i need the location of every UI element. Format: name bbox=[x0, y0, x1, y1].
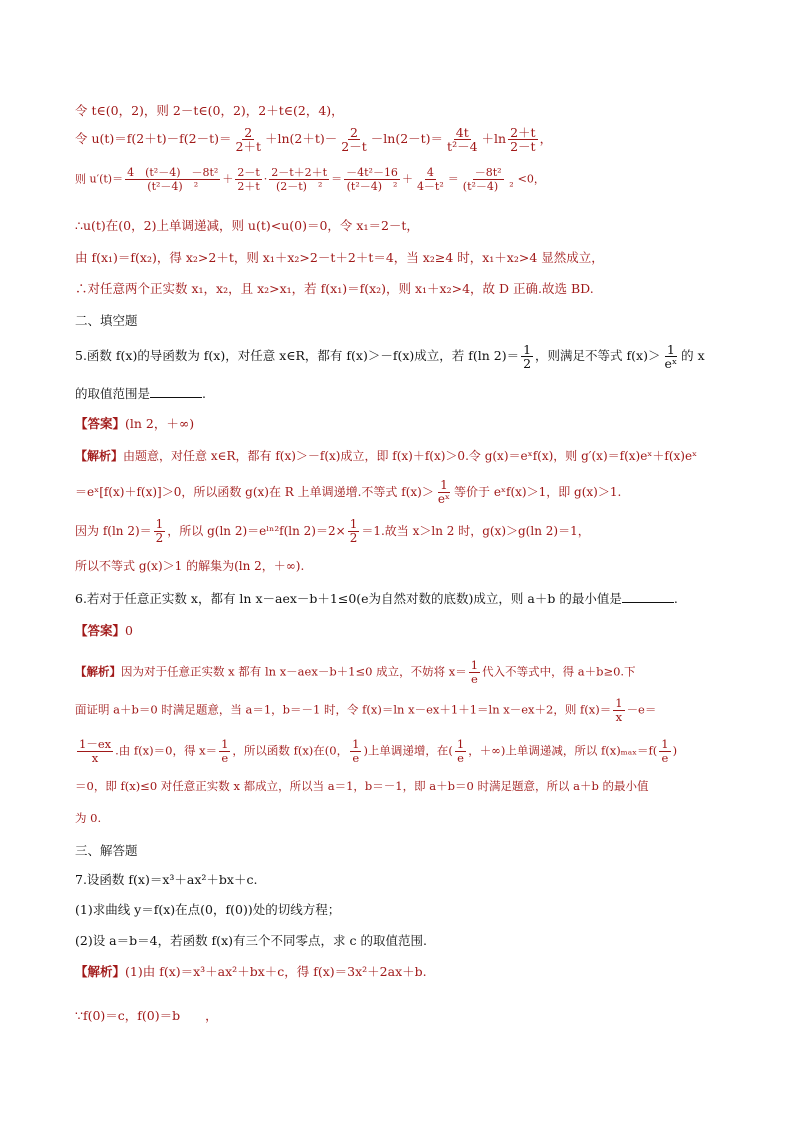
question-line: 的取值范围是 . bbox=[75, 386, 206, 401]
solution-line: $\frac{1-ex}{x}$ .由 f(x)＝0，得 x＝ $\frac{1}{e}$ ，所以函数 f(x)在(0， $\frac{1}{e}$ )上单调递增，在( $\frac{1}{e}$ ，＋∞)上单调递减，所以 f(x)ₘₐₓ＝f( $\frac{1}{e}$ ) bbox=[79, 737, 678, 765]
fraction: $\frac{2-t+2+t}{\text{(2－t) ²}}$ bbox=[271, 166, 328, 193]
question-line: (1)求曲线 y＝f(x)在点(0，f(0))处的切线方程； bbox=[75, 902, 341, 917]
solution-line: ∵f(0)＝c，f(0)＝b ， bbox=[75, 1008, 218, 1023]
fraction: $\frac{1}{2}$ bbox=[523, 342, 532, 371]
answer-blank bbox=[150, 386, 202, 398]
fraction: $\frac{\text{4 (t²－4) －8t²}}{\text{(t²－4) ²}}$ bbox=[127, 166, 219, 193]
question-line: 7.设函数 f(x)＝x³＋ax²＋bx＋c. bbox=[75, 872, 258, 887]
fraction: $\frac{1}{\text{eˣ}}$ bbox=[664, 342, 678, 371]
solution-line: 因为 f(ln 2)＝ $\frac{1}{2}$ ，所以 g(ln 2)＝eˡⁿ²f(ln 2)＝2× $\frac{1}{2}$ ＝1.故当 x＞ln 2 时，g(x)＞g(ln 2)＝1， bbox=[75, 517, 590, 545]
fraction: $\frac{1}{2}$ bbox=[349, 517, 358, 545]
solution-line: ∴对任意两个正实数 x₁，x₂，且 x₂>x₁，若 f(x₁)＝f(x₂)，则 x₁＋x₂>4，故 D 正确.故选 BD. bbox=[75, 281, 594, 296]
section-heading: 二、填空题 bbox=[75, 313, 138, 328]
question-line: (2)设 a＝b＝4，若函数 f(x)有三个不同零点，求 c 的取值范围. bbox=[75, 933, 427, 948]
fraction: $\frac{2-t}{2+t}$ bbox=[237, 166, 260, 193]
fraction: $\frac{1}{e}$ bbox=[221, 737, 229, 765]
fraction: $\frac{1}{e}$ bbox=[456, 737, 465, 765]
solution-line: 为 0. bbox=[75, 811, 102, 825]
fraction: $\frac{1-ex}{x}$ bbox=[79, 737, 112, 765]
fraction: $\frac{1}{e}$ bbox=[661, 737, 669, 765]
solution-line: 【解析】因为对于任意正实数 x 都有 ln x－aex－b＋1≤0 成立，不妨将 x＝ $\frac{1}{e}$ 代入不等式中，得 a＋b≥0.下 bbox=[75, 658, 636, 686]
fraction: $\frac{4}{\text{4－t²}}$ bbox=[416, 166, 444, 193]
solution-line: ∴u(t)在(0，2)上单调递减，则 u(t)<u(0)＝0，令 x₁＝2－t， bbox=[75, 218, 419, 233]
fraction: $\frac{\text{－4t²－16}}{\text{(t²－4) ²}}$ bbox=[346, 166, 398, 193]
fraction: $\frac{1}{\text{eˣ}}$ bbox=[437, 478, 451, 506]
question-line: 5.函数 f(x)的导函数为 f(x)，对任意 x∈R，都有 f(x)＞－f(x)成立，若 f(ln 2)＝ $\frac{1}{2}$ ，则满足不等式 f(x)＞ $\frac{1}{\text{eˣ}}$ 的 x bbox=[75, 342, 705, 371]
question-line: 6.若对于任意正实数 x，都有 ln x－aex－b＋1≤0(e为自然对数的底数)成立，则 a＋b 的最小值是 . bbox=[75, 591, 678, 606]
solution-line: 面证明 a＋b＝0 时满足题意，当 a＝1，b＝－1 时，令 f(x)＝ln x－ex＋1＋1＝ln x－ex＋2，则 f(x)＝ $\frac{1}{x}$ －e＝ bbox=[75, 696, 657, 724]
solution-line: 由 f(x₁)＝f(x₂)，得 x₂>2＋t，则 x₁＋x₂>2－t＋2＋t＝4，当 x₂≥4 时，x₁＋x₂>4 显然成立， bbox=[75, 250, 604, 265]
answer-line: 【答案】(ln 2，＋∞) bbox=[75, 416, 195, 431]
fraction: $\frac{2}{2-t}$ bbox=[341, 125, 367, 154]
section-heading: 三、解答题 bbox=[75, 843, 138, 858]
solution-line: 则 u′(t)＝ $\frac{\text{4 (t²－4) －8t²}}{\text{(t²－4) ²}}$ ＋ $\frac{2-t}{2+t}$ · $\frac{2-t+2+t}{\text{(2－t) ²}}$ ＝ $\frac{\text{－4t²－16}}{\text{(t²－4) ²}}$ ＋ $\frac{4}{\text{4－t²}}$ ＝ $\frac{\text{－8t²}}{\text{(t²－4) ²}}$ <0， bbox=[75, 166, 545, 193]
fraction: $\frac{1}{e}$ bbox=[352, 737, 360, 765]
solution-line: 【解析】由题意，对任意 x∈R，都有 f(x)＞－f(x)成立，即 f(x)＋f(x)＞0.令 g(x)＝eˣf(x)，则 g′(x)＝f(x)eˣ＋f(x)eˣ bbox=[75, 449, 698, 463]
answer-blank bbox=[622, 591, 674, 603]
fraction: $\frac{4t}{\text{t²－4}}$ bbox=[447, 125, 478, 154]
solution-line: 令 t∈(0，2)，则 2－t∈(0，2)，2＋t∈(2，4)， bbox=[75, 103, 344, 118]
answer-line: 【答案】0 bbox=[75, 623, 133, 638]
fraction: $\frac{2+t}{2-t}$ bbox=[510, 125, 536, 154]
fraction: $\frac{2}{2+t}$ bbox=[235, 125, 261, 154]
fraction: $\frac{1}{e}$ bbox=[470, 658, 479, 686]
solution-line: ＝eˣ[f(x)＋f(x)]＞0，所以函数 g(x)在 R 上单调递增.不等式 f(x)＞ $\frac{1}{\text{eˣ}}$ 等价于 eˣf(x)＞1，即 g(x)＞1. bbox=[75, 478, 622, 506]
fraction: $\frac{\text{－8t²}}{\text{(t²－4) ²}}$ bbox=[462, 166, 514, 193]
fraction: $\frac{1}{x}$ bbox=[615, 696, 623, 724]
solution-line: 【解析】(1)由 f(x)＝x³＋ax²＋bx＋c，得 f(x)＝3x²＋2ax＋b. bbox=[75, 964, 427, 979]
solution-line: ＝0，即 f(x)≤0 对任意正实数 x 都成立，所以当 a＝1，b＝－1，即 a＋b＝0 时满足题意，所以 a＋b 的最小值 bbox=[75, 779, 649, 793]
fraction: $\frac{1}{2}$ bbox=[155, 517, 164, 545]
solution-line: 令 u(t)＝f(2＋t)－f(2－t)＝ $\frac{2}{2+t}$ ＋ln(2＋t)－ $\frac{2}{2-t}$ －ln(2－t)＝ $\frac{4t}{\text{t²－4}}$ ＋ln $\frac{2+t}{2-t}$ ， bbox=[75, 125, 553, 154]
solution-line: 所以不等式 g(x)＞1 的解集为(ln 2，＋∞). bbox=[75, 559, 305, 573]
